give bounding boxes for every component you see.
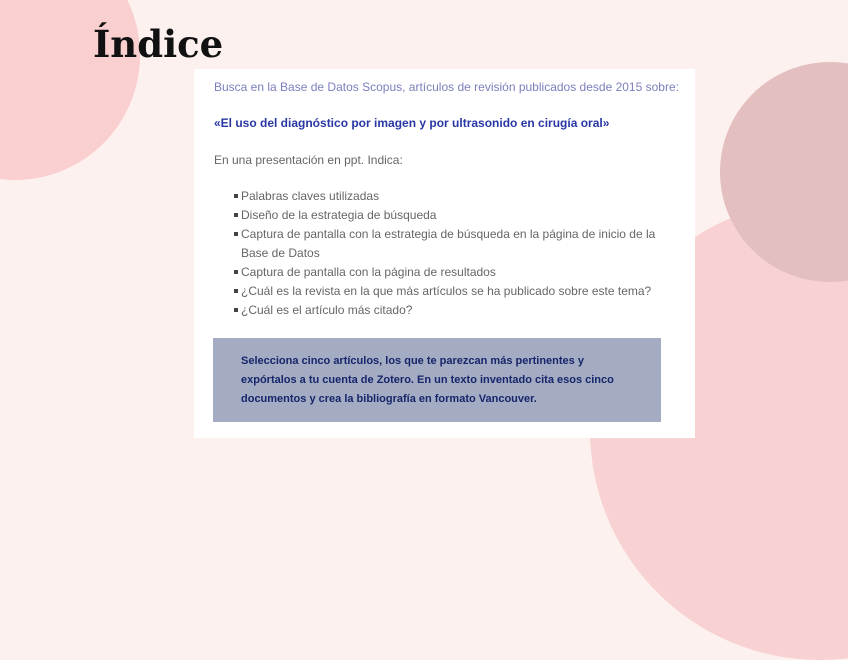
list-item xyxy=(214,282,664,301)
square-bullet-icon xyxy=(234,308,238,312)
task-text: ¿Cuál es la revista en la que más artículos se ha publicado sobre este tema? xyxy=(241,284,652,298)
task-text: Captura de pantalla con la página de resultados xyxy=(241,265,496,279)
list-item xyxy=(214,206,664,225)
list-item xyxy=(214,263,664,282)
list-item xyxy=(214,225,664,263)
task-list xyxy=(214,187,664,320)
task-text: ¿Cuál es el artículo más citado? xyxy=(241,303,413,317)
callout-text: Selecciona cinco artículos, los que te parezcan más pertinentes y expórtalos a tu cuenta de Zotero. En un texto inventado cita esos cinco documentos y crea la bibliografía en formato Vancouver. xyxy=(241,355,614,405)
task-text: Diseño de la estrategia de búsqueda xyxy=(241,208,437,222)
instruction-callout xyxy=(213,338,661,422)
square-bullet-icon xyxy=(234,270,238,274)
assignment-intro: Busca en la Base de Datos Scopus, artículos de revisión publicados desde 2015 sobre: xyxy=(214,80,679,94)
square-bullet-icon xyxy=(234,232,238,236)
task-text: Palabras claves utilizadas xyxy=(241,189,380,203)
list-item xyxy=(214,301,664,320)
slide-title: Índice xyxy=(93,22,224,66)
list-item xyxy=(214,187,664,206)
assignment-topic: «El uso del diagnóstico por imagen y por ultrasonido en cirugía oral» xyxy=(214,116,610,130)
square-bullet-icon xyxy=(234,289,238,293)
task-text: Captura de pantalla con la estrategia de búsqueda en la página de inicio de la Base de Datos xyxy=(241,227,656,260)
assignment-lead: En una presentación en ppt. Indica: xyxy=(214,153,403,167)
square-bullet-icon xyxy=(234,194,238,198)
assignment-card xyxy=(194,69,695,438)
square-bullet-icon xyxy=(234,213,238,217)
